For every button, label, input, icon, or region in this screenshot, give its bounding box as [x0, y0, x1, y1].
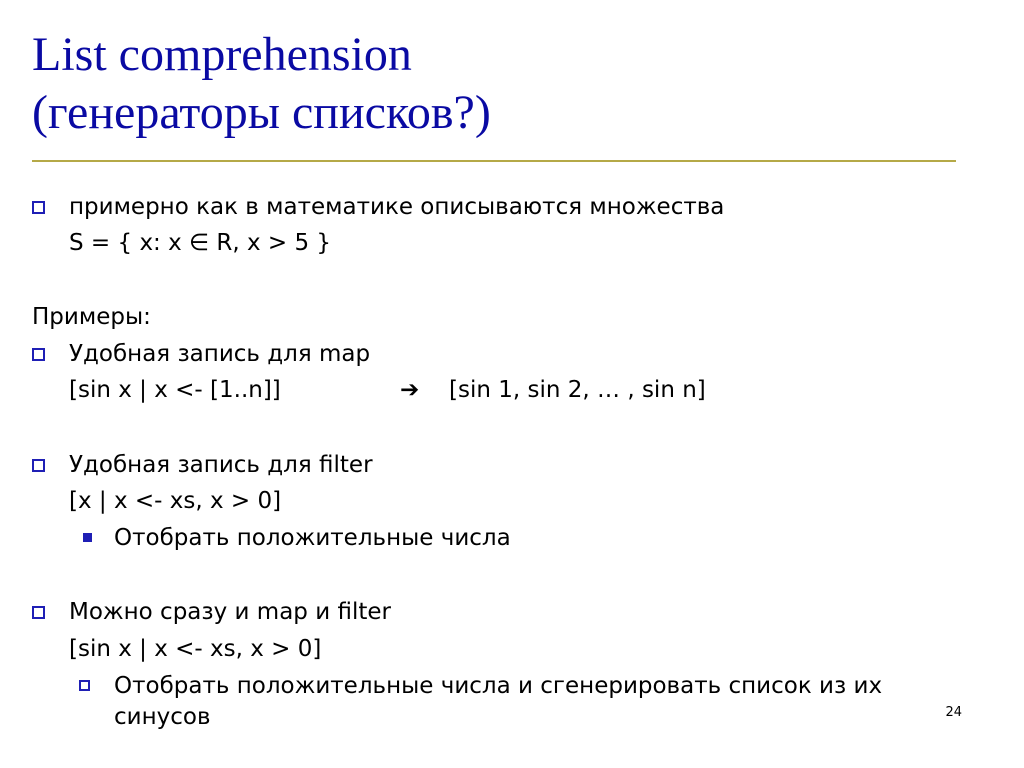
examples-label: Примеры: [32, 304, 151, 330]
intro-text: примерно как в математике описываются множества [69, 194, 725, 220]
slide-title [32, 26, 491, 142]
combined-heading: Можно сразу и map и filter [69, 599, 391, 625]
hollow-square-bullet-icon [32, 348, 45, 361]
hollow-square-bullet-icon [32, 606, 45, 619]
hollow-square-sub-bullet-icon [79, 680, 90, 691]
set-formula: S = { x: x ∈ R, x > 5 } [69, 230, 332, 256]
title-line-1: List comprehension [32, 28, 412, 81]
hollow-square-bullet-icon [32, 201, 45, 214]
combined-note-line-2: синусов [114, 704, 211, 730]
title-divider [32, 160, 956, 162]
filled-square-bullet-icon [83, 533, 92, 542]
map-result: [sin 1, sin 2, … , sin n] [449, 377, 706, 403]
filter-heading: Удобная запись для filter [69, 452, 373, 478]
filter-note: Отобрать положительные числа [114, 525, 511, 551]
filter-code: [x | x <- xs, x > 0] [69, 488, 282, 514]
page-number: 24 [945, 705, 962, 720]
hollow-square-bullet-icon [32, 459, 45, 472]
map-heading: Удобная запись для map [69, 341, 371, 367]
combined-note-line-1: Отобрать положительные числа и сгенерировать список из их [114, 673, 883, 699]
combined-code: [sin x | x <- xs, x > 0] [69, 636, 322, 662]
right-arrow-icon: ➔ [400, 377, 420, 403]
map-code: [sin x | x <- [1..n]] [69, 377, 281, 403]
title-line-2: (генераторы списков?) [32, 86, 491, 139]
